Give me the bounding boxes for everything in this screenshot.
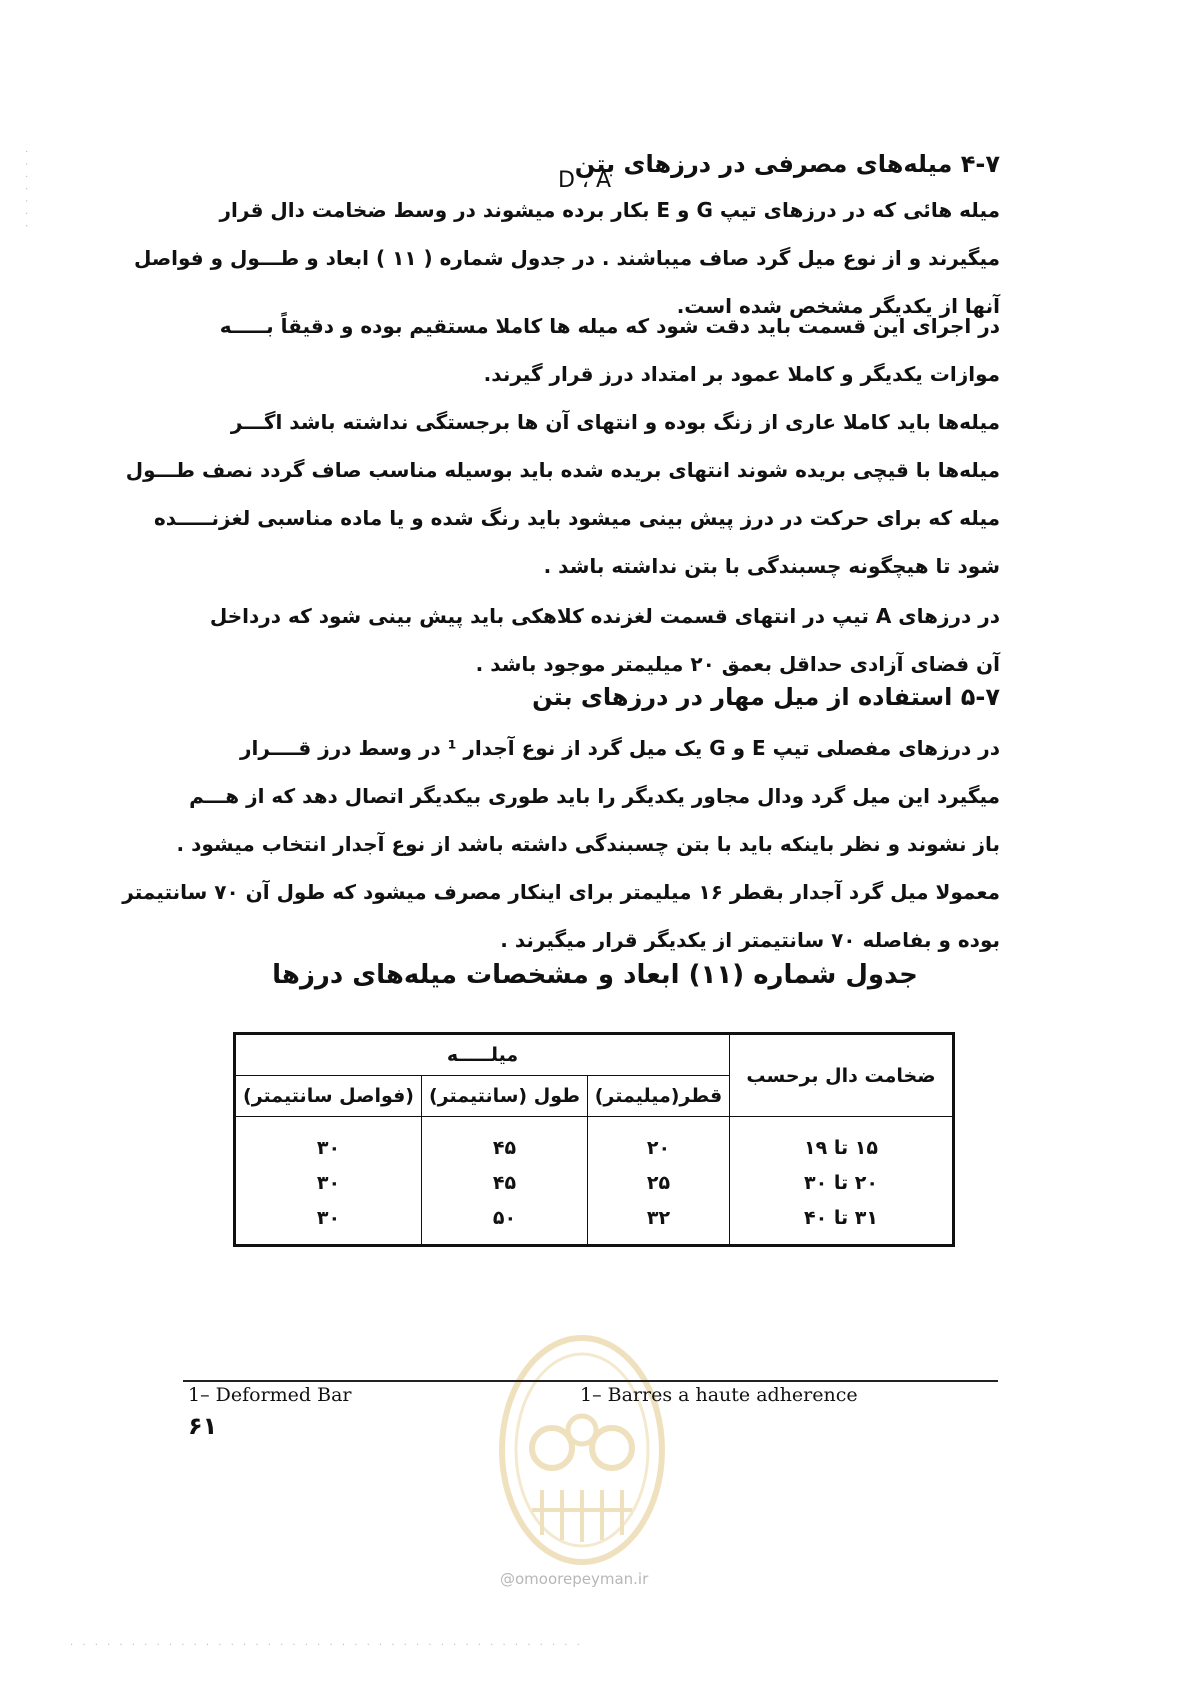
cell-length: ۴۵ xyxy=(422,1165,588,1200)
text-line: میله‌ها با قیچی بریده شوند انتهای بریده شده باید بوسیله مناسب صاف گردد نصف طـــول xyxy=(125,458,1000,482)
text-line: میله که برای حرکت در درز پیش بینی میشود باید رنگ شده و یا ماده مناسبی لغزنـــــده xyxy=(153,506,1000,530)
cell-diameter: ۳۲ xyxy=(587,1200,729,1246)
text-line: موازات یکدیگر و کاملا عمود بر امتداد درز قرار گیرند. xyxy=(483,362,1000,386)
header-length: طول (سانتیمتر) xyxy=(422,1076,588,1117)
text-line: باز نشوند و نظر باینکه باید با بتن چسبندگی داشته باشد از نوع آجدار انتخاب میشود . xyxy=(176,832,1000,856)
header-slab-thickness: ضخامت دال برحسب xyxy=(730,1034,954,1117)
cell-diameter: ۲۵ xyxy=(587,1165,729,1200)
footnote-right: 1– Barres a haute adherence xyxy=(580,1384,858,1406)
paragraph-5-7-1 xyxy=(122,724,1000,964)
header-spacing: (فواصل سانتیمتر) xyxy=(235,1076,422,1117)
table-row xyxy=(235,1200,954,1246)
scan-artifact: · · · · · · · xyxy=(20,150,31,231)
text-line: معمولا میل گرد آجدار بقطر ۱۶ میلیمتر برای اینکار مصرف میشود که طول آن ۷۰ سانتیمتر xyxy=(122,880,1000,904)
text-line: آنها از یکدیگر مشخص شده است. xyxy=(676,294,1000,318)
text-line: میله‌ها باید کاملا عاری از زنگ بوده و انتهای آن ها برجستگی نداشته باشد اگـــر xyxy=(230,410,1000,434)
text-line: آن فضای آزادی حداقل بعمق ۲۰ میلیمتر موجود باشد . xyxy=(475,652,1000,676)
scan-artifact: · · · · · · · · · · · · · · · · · · · · · · · · · · · · · · · · · · · · · · · · · · xyxy=(70,1640,583,1651)
cell-length: ۵۰ xyxy=(422,1200,588,1246)
text-line: میله هائی که در درزهای تیپ G و E بکار برده میشوند در وسط ضخامت دال قرار xyxy=(219,198,1000,222)
footnote-left: 1– Deformed Bar xyxy=(188,1384,352,1406)
text-line: میگیرند و از نوع میل گرد صاف میباشند . در جدول شماره ( ۱۱ ) ابعاد و طـــول و فواصل xyxy=(133,246,1000,270)
text-line: در درزهای مفصلی تیپ E و G یک میل گرد از نوع آجدار ¹ در وسط درز قــــرار xyxy=(240,736,1000,760)
section-heading-4-7: ۴-۷ میله‌های مصرفی در درزهای بتن xyxy=(574,150,1000,178)
paragraph-4-7-2 xyxy=(200,302,1000,398)
text-line: میگیرد این میل گرد ودال مجاور یکدیگر را باید طوری بیکدیگر اتصال دهد که از هـــم xyxy=(189,784,1000,808)
table-row xyxy=(235,1117,954,1166)
handwritten-note: D ، A xyxy=(558,168,612,193)
cell-spacing: ۳۰ xyxy=(235,1165,422,1200)
text-line: در درزهای A تیپ در انتهای قسمت لغزنده کلاهکی باید پیش بینی شود که درداخل xyxy=(209,604,1000,628)
paragraph-4-7-3 xyxy=(125,398,1000,590)
header-diameter: قطر(میلیمتر) xyxy=(587,1076,729,1117)
table-title: جدول شماره (۱۱) ابعاد و مشخصات میله‌های درزها xyxy=(272,960,918,990)
cell-spacing: ۳۰ xyxy=(235,1117,422,1166)
paragraph-4-7-4 xyxy=(200,592,1000,688)
cell-slab: ۳۱ تا ۴۰ xyxy=(730,1200,954,1246)
page-number: ۶۱ xyxy=(188,1412,218,1440)
table-row xyxy=(235,1165,954,1200)
text-line: در اجرای این قسمت باید دقت شود که میله ها کاملا مستقیم بوده و دقیقاً بـــــه xyxy=(219,314,1000,338)
cell-diameter: ۲۰ xyxy=(587,1117,729,1166)
watermark-url: @omoorepeyman.ir xyxy=(500,1570,649,1588)
cell-slab: ۱۵ تا ۱۹ xyxy=(730,1117,954,1166)
cell-slab: ۲۰ تا ۳۰ xyxy=(730,1165,954,1200)
text-line: بوده و بفاصله ۷۰ سانتیمتر از یکدیگر قرار میگیرند . xyxy=(500,928,1000,952)
cell-spacing: ۳۰ xyxy=(235,1200,422,1246)
text-line: شود تا هیچگونه چسبندگی با بتن نداشته باشد . xyxy=(543,554,1000,578)
footnote-divider xyxy=(183,1380,998,1382)
header-bar-group: میلـــــه xyxy=(235,1034,730,1076)
bar-spec-table xyxy=(233,1032,955,1247)
cell-length: ۴۵ xyxy=(422,1117,588,1166)
section-heading-5-7: ۵-۷ استفاده از میل مهار در درزهای بتن xyxy=(532,683,1000,711)
watermark-logo xyxy=(492,1330,672,1570)
